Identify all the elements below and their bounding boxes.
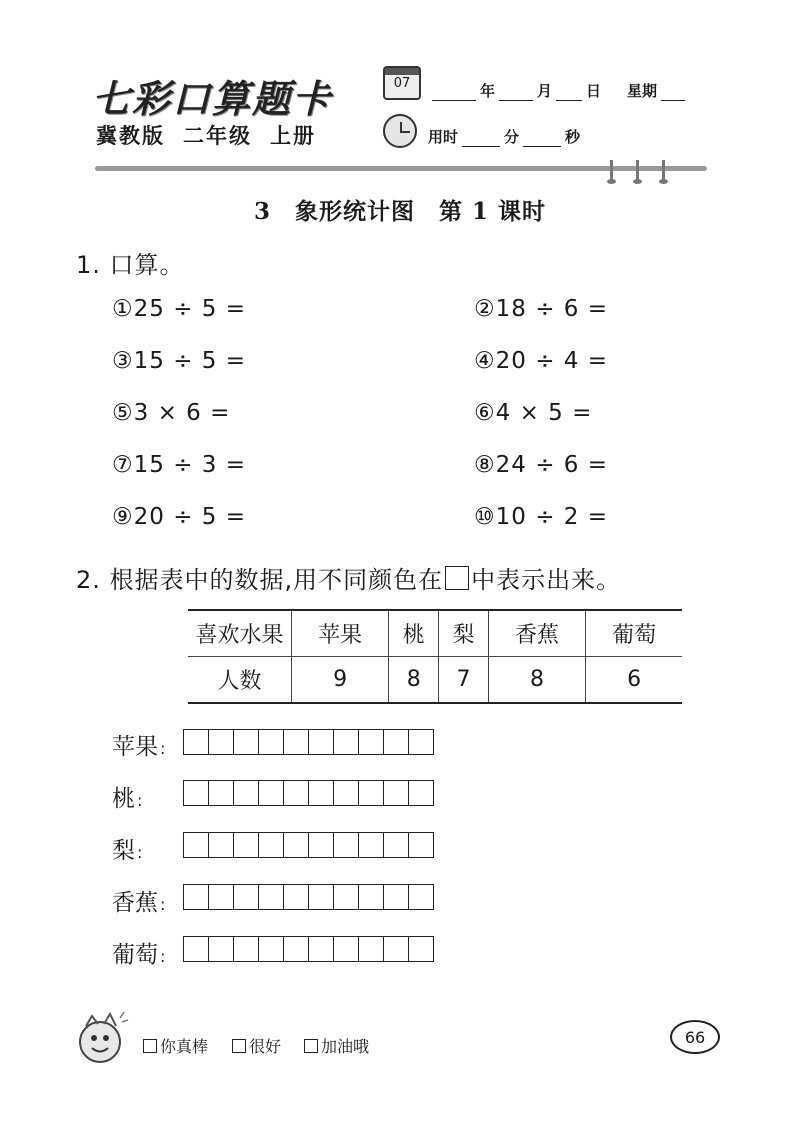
grid-cell[interactable] bbox=[284, 781, 309, 805]
grid-cell[interactable] bbox=[234, 730, 259, 754]
grid-cell[interactable] bbox=[284, 730, 309, 754]
grid-cell[interactable] bbox=[184, 937, 209, 961]
second-label: 秒 bbox=[565, 128, 581, 146]
grid-cell[interactable] bbox=[284, 937, 309, 961]
year-blank[interactable] bbox=[432, 84, 476, 101]
day-blank[interactable] bbox=[556, 84, 582, 101]
grid-cell[interactable] bbox=[334, 833, 359, 857]
rating-option[interactable]: 加油哦 bbox=[304, 1034, 369, 1057]
binder-pin bbox=[610, 160, 613, 182]
grid-cell[interactable] bbox=[259, 937, 284, 961]
grid-cell[interactable] bbox=[359, 730, 384, 754]
problem-5: ⑤3 × 6 = bbox=[112, 400, 231, 426]
grid-cell[interactable] bbox=[384, 885, 409, 909]
grid-row-label: 梨 : bbox=[112, 838, 143, 864]
table-count-label: 人数 bbox=[217, 669, 262, 694]
grid-cell[interactable] bbox=[309, 937, 334, 961]
section-2-title bbox=[76, 560, 621, 595]
grid-cell[interactable] bbox=[384, 937, 409, 961]
table-fruit: 苹果 bbox=[292, 610, 389, 657]
grid-cell[interactable] bbox=[334, 937, 359, 961]
table-fruit: 香蕉 bbox=[488, 610, 585, 657]
rating-option[interactable]: 很好 bbox=[232, 1034, 281, 1057]
date-line bbox=[428, 80, 689, 101]
volume: 上册 bbox=[270, 124, 316, 148]
grid-cell[interactable] bbox=[359, 833, 384, 857]
fruit-table bbox=[188, 609, 682, 704]
grid-cell[interactable] bbox=[359, 937, 384, 961]
mascot-icon bbox=[72, 1008, 130, 1068]
table-count: 7 bbox=[439, 657, 489, 704]
table-row bbox=[188, 657, 682, 704]
second-blank[interactable] bbox=[523, 130, 561, 147]
problem-10: ⑩10 ÷ 2 = bbox=[474, 504, 608, 530]
grid-cell[interactable] bbox=[184, 730, 209, 754]
coloring-grid[interactable] bbox=[183, 729, 434, 755]
grid-cell[interactable] bbox=[209, 730, 234, 754]
grid-cell[interactable] bbox=[209, 937, 234, 961]
problem-7: ⑦15 ÷ 3 = bbox=[112, 452, 246, 478]
section-2-title-start: 2. 根据表中的数据,用不同颜色在 bbox=[76, 566, 444, 594]
checkbox-icon[interactable] bbox=[304, 1039, 318, 1053]
grid-cell[interactable] bbox=[384, 833, 409, 857]
grid-cell[interactable] bbox=[234, 833, 259, 857]
grid-cell[interactable] bbox=[209, 885, 234, 909]
calendar-icon bbox=[383, 66, 421, 100]
grid-cell[interactable] bbox=[259, 781, 284, 805]
brand-title: 七彩口算题卡 bbox=[92, 77, 333, 121]
grid-cell[interactable] bbox=[409, 833, 433, 857]
calendar-day: 07 bbox=[393, 76, 411, 91]
table-count: 8 bbox=[488, 657, 585, 704]
grid-cell[interactable] bbox=[309, 730, 334, 754]
problem-6: ⑥4 × 5 = bbox=[474, 400, 593, 426]
lesson-title: 3 象形统计图 第 1 课时 bbox=[253, 198, 547, 225]
checkbox-icon[interactable] bbox=[232, 1039, 246, 1053]
clock-icon bbox=[383, 114, 417, 148]
coloring-grid[interactable] bbox=[183, 780, 434, 806]
grid-row-label: 桃 : bbox=[112, 786, 143, 812]
table-count: 6 bbox=[586, 657, 682, 704]
square-box-icon bbox=[445, 566, 469, 590]
grid-cell[interactable] bbox=[209, 833, 234, 857]
month-label: 月 bbox=[537, 82, 553, 100]
grid-cell[interactable] bbox=[284, 833, 309, 857]
grid-cell[interactable] bbox=[184, 781, 209, 805]
grid-cell[interactable] bbox=[384, 730, 409, 754]
month-blank[interactable] bbox=[499, 84, 533, 101]
grid-cell[interactable] bbox=[359, 781, 384, 805]
table-fruit: 桃 bbox=[389, 610, 439, 657]
weekday-blank[interactable] bbox=[661, 84, 685, 101]
grid-cell[interactable] bbox=[234, 781, 259, 805]
minute-blank[interactable] bbox=[462, 130, 500, 147]
grid-cell[interactable] bbox=[184, 885, 209, 909]
grid-row-label: 葡萄 : bbox=[112, 942, 166, 968]
edition-line bbox=[96, 120, 334, 150]
grid-cell[interactable] bbox=[334, 781, 359, 805]
problem-3: ③15 ÷ 5 = bbox=[112, 348, 246, 374]
coloring-grid[interactable] bbox=[183, 936, 434, 962]
section-2-title-end: 中表示出来。 bbox=[471, 566, 622, 594]
grid-cell[interactable] bbox=[334, 730, 359, 754]
table-count: 9 bbox=[292, 657, 389, 704]
problem-2: ②18 ÷ 6 = bbox=[474, 296, 608, 322]
problem-1: ①25 ÷ 5 = bbox=[112, 296, 246, 322]
day-label: 日 bbox=[586, 82, 602, 100]
grid-row-label: 香蕉 : bbox=[112, 890, 166, 916]
year-label: 年 bbox=[480, 82, 496, 100]
table-fruit: 葡萄 bbox=[586, 610, 682, 657]
header-divider bbox=[95, 166, 707, 171]
grid-cell[interactable] bbox=[234, 937, 259, 961]
coloring-grid[interactable] bbox=[183, 832, 434, 858]
grid-cell[interactable] bbox=[359, 885, 384, 909]
grid-cell[interactable] bbox=[309, 885, 334, 909]
grid-cell[interactable] bbox=[259, 833, 284, 857]
table-count: 8 bbox=[389, 657, 439, 704]
grid-cell[interactable] bbox=[309, 833, 334, 857]
minute-label: 分 bbox=[504, 128, 520, 146]
table-fruit: 梨 bbox=[439, 610, 489, 657]
table-row bbox=[188, 610, 682, 657]
rating-option[interactable]: 你真棒 bbox=[143, 1034, 208, 1057]
time-used-label: 用时 bbox=[428, 128, 459, 146]
binder-pin bbox=[662, 160, 665, 182]
binder-pin bbox=[636, 160, 639, 182]
grid-cell[interactable] bbox=[309, 781, 334, 805]
grid-cell[interactable] bbox=[409, 885, 433, 909]
table-header-label: 喜欢水果 bbox=[188, 610, 292, 657]
page-number: 66 bbox=[670, 1020, 720, 1054]
coloring-grid[interactable] bbox=[183, 884, 434, 910]
grid-cell[interactable] bbox=[259, 885, 284, 909]
grid-row-label: 苹果 : bbox=[112, 734, 166, 760]
grid-cell[interactable] bbox=[234, 885, 259, 909]
problem-9: ⑨20 ÷ 5 = bbox=[112, 504, 246, 530]
grid-cell[interactable] bbox=[384, 781, 409, 805]
grade: 二年级 bbox=[183, 124, 252, 148]
grid-cell[interactable] bbox=[409, 730, 433, 754]
section-1-title: 1. 口算。 bbox=[76, 251, 185, 279]
grid-cell[interactable] bbox=[209, 781, 234, 805]
grid-cell[interactable] bbox=[184, 833, 209, 857]
grid-cell[interactable] bbox=[334, 885, 359, 909]
time-line bbox=[428, 126, 580, 147]
weekday-label: 星期 bbox=[627, 82, 658, 100]
problem-8: ⑧24 ÷ 6 = bbox=[474, 452, 608, 478]
edition: 冀教版 bbox=[96, 124, 165, 148]
problem-4: ④20 ÷ 4 = bbox=[474, 348, 608, 374]
grid-cell[interactable] bbox=[409, 937, 433, 961]
grid-cell[interactable] bbox=[284, 885, 309, 909]
grid-cell[interactable] bbox=[409, 781, 433, 805]
grid-cell[interactable] bbox=[259, 730, 284, 754]
checkbox-icon[interactable] bbox=[143, 1039, 157, 1053]
